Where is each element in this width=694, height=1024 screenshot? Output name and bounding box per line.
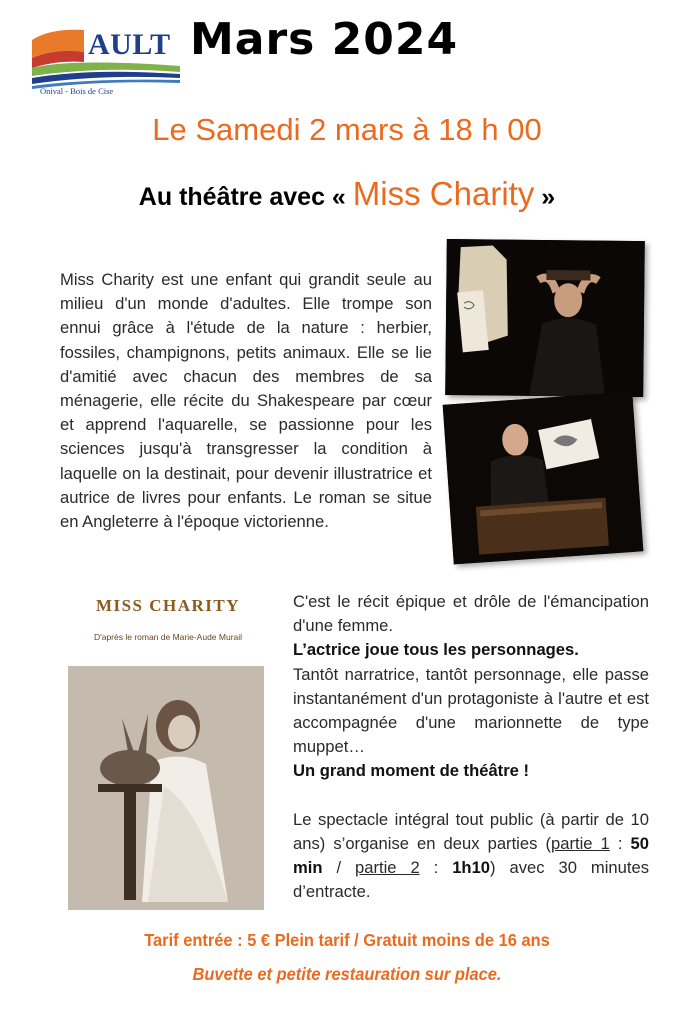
heading-prefix: Au théâtre avec « bbox=[138, 183, 353, 211]
story-text-4: ) avec 30 minutes d’entracte. bbox=[293, 858, 649, 902]
actress-photo-top bbox=[445, 239, 645, 397]
event-date: Le Samedi 2 mars à 18 h 00 bbox=[152, 112, 542, 147]
price-info: Tarif entrée : 5 € Plein tarif / Gratuit moins de 16 ans bbox=[144, 930, 550, 950]
part1-label: partie 1 bbox=[550, 834, 610, 854]
part2-label: partie 2 bbox=[355, 858, 420, 878]
part1-time: 50 min bbox=[293, 834, 649, 878]
actress-photo-top-image bbox=[445, 239, 645, 397]
actress-photo-bottom bbox=[443, 392, 644, 565]
story-highlight-1: L’actrice joue tous les personnages. bbox=[293, 640, 579, 660]
book-poster bbox=[66, 582, 270, 912]
ault-logo bbox=[30, 22, 182, 102]
parts-separator: / bbox=[322, 858, 356, 878]
heading-suffix: » bbox=[534, 183, 556, 211]
poster-girl-photo bbox=[68, 666, 264, 910]
story-paragraph bbox=[293, 590, 649, 905]
show-heading bbox=[0, 175, 694, 213]
girl-with-rabbit-image bbox=[68, 666, 264, 910]
part1-separator: : bbox=[609, 834, 631, 854]
story-text-3: Le spectacle intégral tout public (à partir de 10 ans) s’organise en deux parties ( bbox=[293, 809, 649, 854]
story-text-2: Tantôt narratrice, tantôt personnage, elle passe instantanément d'un protagoniste à l'autre et est accompagnée d'une marionnette de type muppet… bbox=[293, 664, 649, 757]
story-text-1: C'est le récit épique et drôle de l'émancipation d'une femme. bbox=[293, 592, 649, 636]
poster-subtitle: D'après le roman de Marie-Aude Murail bbox=[93, 632, 243, 642]
story-highlight-2: Un grand moment de théâtre ! bbox=[293, 761, 530, 781]
actress-photo-bottom-image bbox=[443, 392, 644, 565]
intro-paragraph: Miss Charity est une enfant qui grandit seule au milieu d'un monde d'adultes. Elle trompe son ennui grâce à l'étude de la nature : herbier, fossiles, champignons, petits animaux. Elle se lie d'amitié avec chacun des membres de sa ménagerie, elle récite du Shakespeare par cœur et apprend l'aquarelle, se passionne pour les sciences jusqu'à transgresser la condition à laquelle on la destinait, pour devenir illustratrice et autrice de livres pour enfants. Le roman se situe en Angleterre à l'époque victorienne. bbox=[60, 270, 432, 532]
month-title: Mars 2024 bbox=[190, 14, 459, 65]
refreshments-info: Buvette et petite restauration sur place. bbox=[192, 964, 502, 984]
logo-title: AULT bbox=[88, 28, 171, 61]
show-name: Miss Charity bbox=[352, 175, 535, 212]
part2-separator: : bbox=[419, 858, 453, 878]
poster-title: MISS CHARITY bbox=[95, 596, 241, 615]
part2-time: 1h10 bbox=[452, 858, 491, 878]
logo-subtitle: Onival - Bois de Cise bbox=[40, 86, 114, 96]
